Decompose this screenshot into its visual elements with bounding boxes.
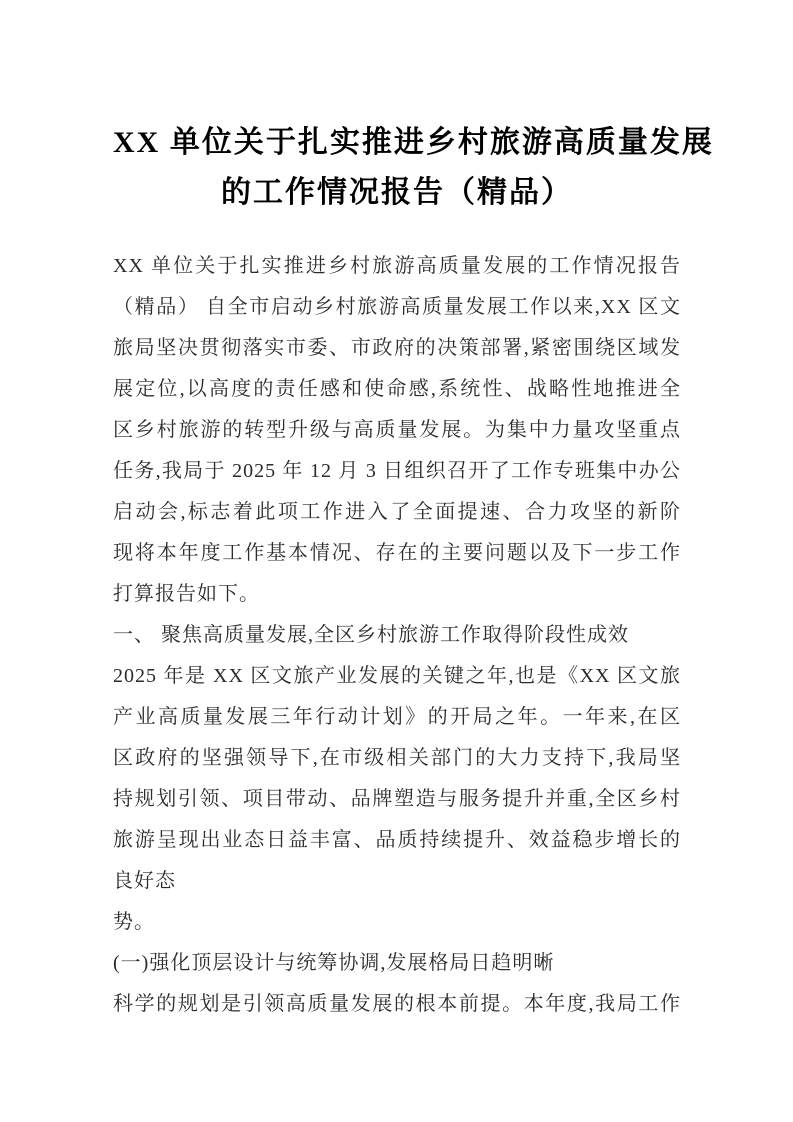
body-text-line: 持规划引领、项目带动、品牌塑造与服务提升并重,全区乡村 bbox=[113, 788, 681, 810]
body-text-line: 良好态 bbox=[113, 870, 176, 892]
body-text-line: 区乡村旅游的转型升级与高质量发展。为集中力量攻坚重点 bbox=[113, 419, 681, 441]
body-text-line: 打算报告如下。 bbox=[113, 583, 260, 605]
body-text-line: (一)强化顶层设计与统筹协调,发展格局日趋明晰 bbox=[113, 952, 555, 974]
body-text-line: 旅游呈现出业态日益丰富、品质持续提升、效益稳步增长的 bbox=[113, 829, 681, 851]
body-text-line: （精品） 自全市启动乡村旅游高质量发展工作以来,XX 区文 bbox=[113, 296, 681, 318]
document-title-line: XX 单位关于扎实推进乡村旅游高质量发展 bbox=[113, 126, 714, 159]
document-title bbox=[113, 0, 714, 218]
body-text-line: 一、 聚焦高质量发展,全区乡村旅游工作取得阶段性成效 bbox=[113, 624, 629, 646]
body-text-line: 势。 bbox=[113, 911, 155, 933]
document-body bbox=[113, 246, 681, 1025]
body-text-line: 科学的规划是引领高质量发展的根本前提。本年度,我局工作 bbox=[113, 993, 681, 1015]
body-text-line: XX 单位关于扎实推进乡村旅游高质量发展的工作情况报告 bbox=[113, 255, 681, 277]
body-text-line: 现将本年度工作基本情况、存在的主要问题以及下一步工作 bbox=[113, 542, 681, 564]
document-title-line: 的工作情况报告（精品） bbox=[221, 176, 573, 209]
body-text-line: 启动会,标志着此项工作进入了全面提速、合力攻坚的新阶 bbox=[113, 501, 681, 523]
body-text-line: 旅局坚决贯彻落实市委、市政府的决策部署,紧密围绕区域发 bbox=[113, 337, 681, 359]
body-text-line: 任务,我局于 2025 年 12 月 3 日组织召开了工作专班集中办公 bbox=[113, 460, 681, 482]
body-text-line: 2025 年是 XX 区文旅产业发展的关键之年,也是《XX 区文旅 bbox=[113, 665, 681, 687]
body-text-line: 展定位,以高度的责任感和使命感,系统性、战略性地推进全 bbox=[113, 378, 681, 400]
body-text-line: 区政府的坚强领导下,在市级相关部门的大力支持下,我局坚 bbox=[113, 747, 681, 769]
body-text-line: 产业高质量发展三年行动计划》的开局之年。一年来,在区 bbox=[113, 706, 681, 728]
